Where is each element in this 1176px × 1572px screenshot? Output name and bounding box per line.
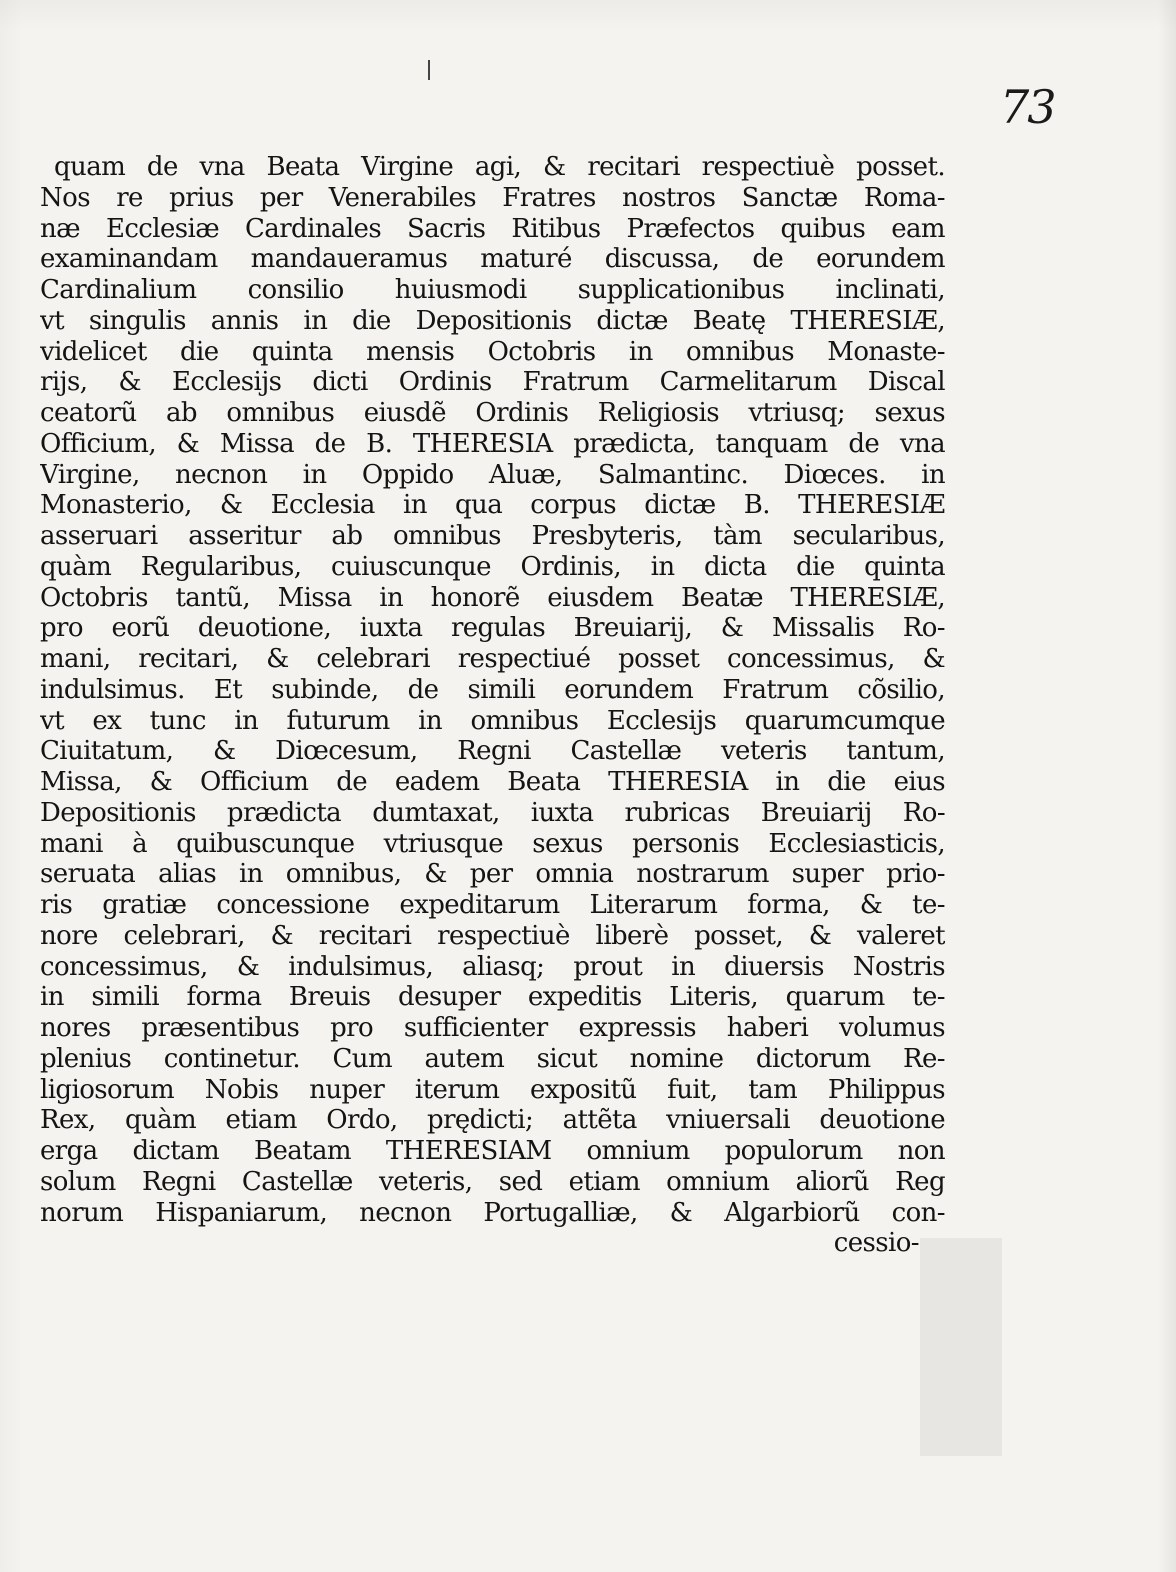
text-line: quàm Regularibus, cuiuscunque Ordinis, in dicta die quinta <box>40 551 945 582</box>
text-line: nore celebrari, & recitari respectiuè liberè posset, & valeret <box>40 920 945 951</box>
text-line: videlicet die quinta mensis Octobris in omnibus Monaste- <box>40 336 945 367</box>
text-line: vt ex tunc in futurum in omnibus Ecclesijs quarumcumque <box>40 705 945 736</box>
text-line: asseruari asseritur ab omnibus Presbyteris, tàm secularibus, <box>40 521 945 551</box>
text-line: quam de vna Beata Virgine agi, & recitari respectiuè posset. <box>54 152 945 182</box>
text-line: ceatorũ ab omnibus eiusdẽ Ordinis Religiosis vtriusq; sexus <box>40 398 945 428</box>
text-line: Virgine, necnon in Oppido Aluæ, Salmantinc. Diœces. in <box>40 459 945 490</box>
text-line: in simili forma Breuis desuper expeditis Literis, quarum te- <box>40 982 945 1013</box>
text-line: Rex, quàm etiam Ordo, prędicti; attẽta vniuersali deuotione <box>40 1105 945 1136</box>
text-line: mani à quibuscunque vtriusque sexus personis Ecclesiasticis, <box>40 828 945 859</box>
text-line: Cardinalium consilio huiusmodi supplicationibus inclinati, <box>40 275 945 305</box>
text-line: indulsimus. Et subinde, de simili eorundem Fratrum cõsilio, <box>40 674 945 705</box>
text-line: examinandam mandaueramus maturé discussa, de eorundem <box>40 244 945 275</box>
page-number: 73 <box>1000 80 1055 134</box>
text-line: vt singulis annis in die Depositionis dictæ Beatę THERESIÆ, <box>40 305 945 336</box>
text-line: seruata alias in omnibus, & per omnia nostrarum super prio- <box>40 859 945 890</box>
fold-mark <box>428 60 430 80</box>
text-line: Depositionis prædicta dumtaxat, iuxta rubricas Breuiarij Ro- <box>40 797 945 828</box>
text-line: nores præsentibus pro sufficienter expressis haberi volumus <box>40 1013 945 1043</box>
text-line: erga dictam Beatam THERESIAM omnium populorum non <box>40 1136 945 1166</box>
text-line: ris gratiæ concessione expeditarum Literarum forma, & te- <box>40 890 945 920</box>
text-line: næ Ecclesiæ Cardinales Sacris Ritibus Præfectos quibus eam <box>40 213 945 244</box>
text-line: ligiosorum Nobis nuper iterum expositũ fuit, tam Philippus <box>40 1074 945 1105</box>
text-line: Officium, & Missa de B. THERESIA prædicta, tanquam de vna <box>40 428 945 459</box>
text-line: norum Hispaniarum, necnon Portugalliæ, & Algarbiorũ con- <box>40 1197 945 1228</box>
text-line: Monasterio, & Ecclesia in qua corpus dictæ B. THERESIÆ <box>40 490 945 521</box>
text-line: mani, recitari, & celebrari respectiué posset concessimus, & <box>40 644 945 674</box>
body-text <box>40 152 945 1492</box>
text-line: concessimus, & indulsimus, aliasq; prout in diuersis Nostris <box>40 951 945 982</box>
text-line: Missa, & Officium de eadem Beata THERESIA in die eius <box>40 767 945 797</box>
text-line: plenius continetur. Cum autem sicut nomine dictorum Re- <box>40 1043 945 1074</box>
text-line: rijs, & Ecclesijs dicti Ordinis Fratrum Carmelitarum Discal <box>40 367 945 398</box>
text-line: Octobris tantũ, Missa in honorẽ eiusdem Beatæ THERESIÆ, <box>40 582 945 613</box>
text-line: solum Regni Castellæ veteris, sed etiam omnium aliorũ Reg <box>40 1166 945 1197</box>
catchword: cessio- <box>833 1228 919 1259</box>
text-line: Ciuitatum, & Diœcesum, Regni Castellæ veteris tantum, <box>40 736 945 767</box>
page-edge-shadow <box>1158 0 1176 1572</box>
text-line: pro eorũ deuotione, iuxta regulas Breuiarij, & Missalis Ro- <box>40 613 945 644</box>
text-line: Nos re prius per Venerabiles Fratres nostros Sanctæ Roma- <box>40 182 945 213</box>
